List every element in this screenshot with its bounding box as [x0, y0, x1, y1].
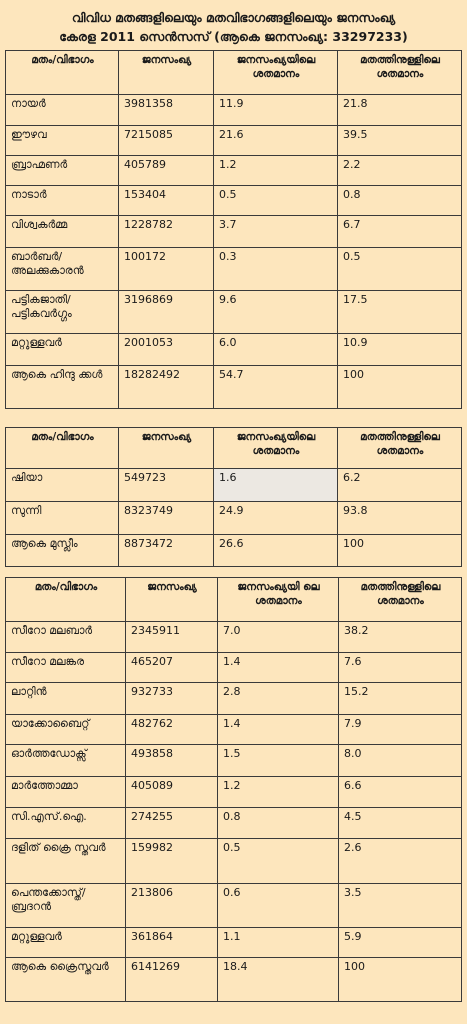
- cell-pct-population: 18.4: [218, 958, 339, 1002]
- table-row: [6, 291, 462, 334]
- table-row: [6, 622, 462, 653]
- cell-population: 8323749: [119, 502, 214, 535]
- header-population: ജനസംഖ്യ: [119, 51, 214, 95]
- cell-population: 493858: [126, 745, 218, 777]
- cell-pct-religion: 0.5: [338, 248, 462, 291]
- cell-pct-population: 1.2: [214, 156, 338, 186]
- cell-population: 3981358: [119, 95, 214, 126]
- cell-pct-religion: 0.8: [338, 186, 462, 216]
- cell-population: 8873472: [119, 535, 214, 567]
- table-row: [6, 186, 462, 216]
- cell-group: മാർത്തോമ്മാ: [6, 777, 126, 808]
- header-pct-religion: മതത്തിനുള്ളിലെ ശതമാനം: [338, 428, 462, 469]
- cell-pct-population: 7.0: [218, 622, 339, 653]
- cell-population: 932733: [126, 683, 218, 715]
- cell-pct-religion: 7.6: [339, 653, 462, 683]
- table-row: [6, 808, 462, 839]
- cell-pct-population: 0.8: [218, 808, 339, 839]
- cell-pct-population: 6.0: [214, 334, 338, 366]
- cell-group: ഷിയാ: [6, 469, 119, 502]
- table-row: [6, 683, 462, 715]
- table-row: [6, 216, 462, 248]
- table-row: [6, 884, 462, 928]
- header-pct-population: ജനസംഖ്യയിലെ ശതമാനം: [214, 51, 338, 95]
- table-row: [6, 745, 462, 777]
- cell-group: വിശ്വകർമ്മ: [6, 216, 119, 248]
- cell-group: ദളിത് ക്രൈ സ്തവർ: [6, 839, 126, 884]
- cell-group: ബ്രാഹ്മണർ: [6, 156, 119, 186]
- cell-pct-religion: 38.2: [339, 622, 462, 653]
- header-population: ജനസംഖ്യ: [126, 578, 218, 622]
- christian-table: [5, 577, 462, 1002]
- cell-group: ഓർത്തഡോക്സ്: [6, 745, 126, 777]
- table-row: [6, 928, 462, 958]
- cell-population: 549723: [119, 469, 214, 502]
- cell-group: സുന്നി: [6, 502, 119, 535]
- cell-group: മറ്റുള്ളവർ: [6, 928, 126, 958]
- cell-pct-religion: 6.7: [338, 216, 462, 248]
- cell-pct-religion: 6.2: [338, 469, 462, 502]
- cell-pct-religion: 7.9: [339, 715, 462, 745]
- cell-pct-population: 1.6: [214, 469, 338, 502]
- table-row: [6, 839, 462, 884]
- table-header-row: [6, 428, 462, 469]
- table-row: [6, 958, 462, 1002]
- cell-group: സീറോ മലബാർ: [6, 622, 126, 653]
- table-row: [6, 653, 462, 683]
- cell-pct-religion: 100: [338, 366, 462, 409]
- cell-population: 18282492: [119, 366, 214, 409]
- cell-pct-population: 2.8: [218, 683, 339, 715]
- cell-population: 153404: [119, 186, 214, 216]
- cell-pct-population: 24.9: [214, 502, 338, 535]
- cell-population: 405089: [126, 777, 218, 808]
- table-row: [6, 334, 462, 366]
- cell-pct-religion: 93.8: [338, 502, 462, 535]
- header-religion: മതം/വിഭാഗം: [6, 578, 126, 622]
- cell-group: ബാർബർ/ അലക്കുകാരൻ: [6, 248, 119, 291]
- cell-pct-population: 0.5: [218, 839, 339, 884]
- cell-group: യാക്കോബൈറ്റ്: [6, 715, 126, 745]
- cell-pct-religion: 3.5: [339, 884, 462, 928]
- cell-population: 213806: [126, 884, 218, 928]
- cell-population: 100172: [119, 248, 214, 291]
- cell-pct-religion: 2.6: [339, 839, 462, 884]
- cell-pct-religion: 5.9: [339, 928, 462, 958]
- cell-pct-religion: 4.5: [339, 808, 462, 839]
- table-row: [6, 95, 462, 126]
- header-pct-religion: മതത്തിനുള്ളിലെ ശതമാനം: [339, 578, 462, 622]
- cell-population: 1228782: [119, 216, 214, 248]
- title-line-2: കേരള 2011 സെൻസസ് (ആകെ ജനസംഖ്യ: 33297233): [59, 29, 408, 44]
- cell-population: 482762: [126, 715, 218, 745]
- cell-pct-religion: 10.9: [338, 334, 462, 366]
- cell-pct-religion: 2.2: [338, 156, 462, 186]
- cell-pct-population: 54.7: [214, 366, 338, 409]
- cell-pct-population: 9.6: [214, 291, 338, 334]
- header-religion: മതം/വിഭാഗം: [6, 51, 119, 95]
- cell-group: നായർ: [6, 95, 119, 126]
- cell-pct-population: 3.7: [214, 216, 338, 248]
- cell-pct-population: 21.6: [214, 126, 338, 156]
- cell-group: ലാറ്റിൻ: [6, 683, 126, 715]
- cell-population: 405789: [119, 156, 214, 186]
- table-row: [6, 366, 462, 409]
- table-row: [6, 248, 462, 291]
- table-row: [6, 156, 462, 186]
- header-pct-population: ജനസംഖ്യയി ലെ ശതമാനം: [218, 578, 339, 622]
- cell-pct-religion: 100: [338, 535, 462, 567]
- cell-pct-population: 0.6: [218, 884, 339, 928]
- cell-pct-population: 26.6: [214, 535, 338, 567]
- cell-population: 7215085: [119, 126, 214, 156]
- page-title: [0, 8, 467, 46]
- cell-population: 274255: [126, 808, 218, 839]
- cell-pct-population: 11.9: [214, 95, 338, 126]
- cell-pct-religion: 21.8: [338, 95, 462, 126]
- table-row: [6, 502, 462, 535]
- header-pct-religion: മതത്തിനുള്ളിലെ ശതമാനം: [338, 51, 462, 95]
- cell-group: ആകെ മുസ്ലീം: [6, 535, 119, 567]
- cell-group: ആകെ ക്രൈസ്തവർ: [6, 958, 126, 1002]
- muslim-table: [5, 427, 462, 567]
- title-line-1: വിവിധ മതങ്ങളിലെയും മതവിഭാഗങ്ങളിലെയും ജനസംഖ്യ: [71, 10, 396, 25]
- header-religion: മതം/വിഭാഗം: [6, 428, 119, 469]
- cell-pct-population: 1.4: [218, 653, 339, 683]
- cell-group: പട്ടികജാതി/ പട്ടികവർഗ്ഗം: [6, 291, 119, 334]
- table-header-row: [6, 578, 462, 622]
- cell-pct-religion: 15.2: [339, 683, 462, 715]
- cell-population: 2345911: [126, 622, 218, 653]
- cell-pct-religion: 8.0: [339, 745, 462, 777]
- table-row: [6, 715, 462, 745]
- cell-group: നാടാർ: [6, 186, 119, 216]
- cell-pct-population: 1.4: [218, 715, 339, 745]
- table-row: [6, 126, 462, 156]
- cell-pct-population: 1.2: [218, 777, 339, 808]
- cell-pct-population: 1.5: [218, 745, 339, 777]
- cell-pct-religion: 100: [339, 958, 462, 1002]
- cell-group: സി.എസ്.ഐ.: [6, 808, 126, 839]
- cell-pct-religion: 6.6: [339, 777, 462, 808]
- cell-population: 361864: [126, 928, 218, 958]
- cell-population: 6141269: [126, 958, 218, 1002]
- cell-pct-religion: 17.5: [338, 291, 462, 334]
- cell-group: ആകെ ഹിന്ദു ക്കൾ: [6, 366, 119, 409]
- cell-pct-population: 0.5: [214, 186, 338, 216]
- cell-population: 2001053: [119, 334, 214, 366]
- table-header-row: [6, 51, 462, 95]
- cell-population: 465207: [126, 653, 218, 683]
- table-row: [6, 535, 462, 567]
- cell-group: സീറോ മലങ്കര: [6, 653, 126, 683]
- header-pct-population: ജനസംഖ്യയിലെ ശതമാനം: [214, 428, 338, 469]
- cell-pct-population: 1.1: [218, 928, 339, 958]
- cell-pct-religion: 39.5: [338, 126, 462, 156]
- cell-group: പെന്തക്കോസ്ത്/ ബ്രദറൻ: [6, 884, 126, 928]
- table-row: [6, 777, 462, 808]
- table-row: [6, 469, 462, 502]
- cell-group: ഈഴവ: [6, 126, 119, 156]
- cell-pct-population: 0.3: [214, 248, 338, 291]
- cell-population: 3196869: [119, 291, 214, 334]
- cell-group: മറ്റുള്ളവർ: [6, 334, 119, 366]
- hindu-table: [5, 50, 462, 409]
- cell-population: 159982: [126, 839, 218, 884]
- header-population: ജനസംഖ്യ: [119, 428, 214, 469]
